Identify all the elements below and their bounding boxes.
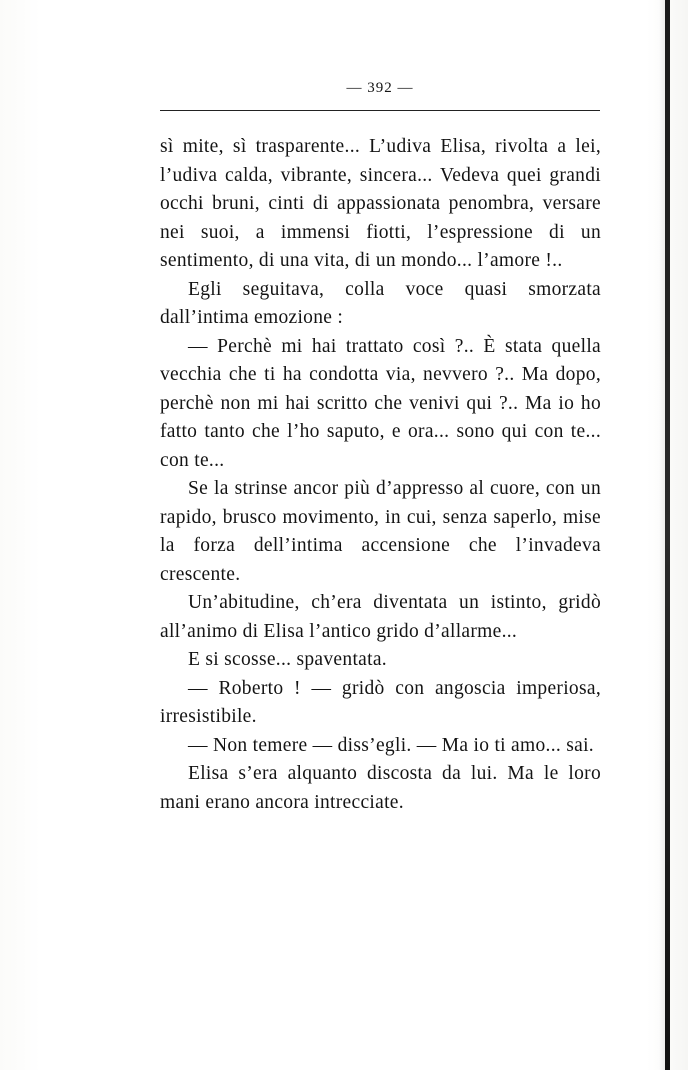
page-number: — 392 —: [346, 80, 414, 96]
paragraph: sì mite, sì trasparente... L’udiva Elisa, rivolta a lei, l’udiva calda, vibrante, sincera... Vedeva quei grandi occhi bruni, cinti di appassionata penombra, versare nei suoi, a immensi fiotti, l’espressione di un sentimento, di una vita, di un mondo... l’amore !..: [160, 136, 601, 271]
body-text: [160, 133, 601, 817]
header-rule: [160, 110, 600, 111]
paragraph: — Non temere — diss’egli. — Ma io ti amo... sai.: [188, 734, 594, 756]
paragraph: Un’abitudine, ch’era diventata un istinto, gridò all’animo di Elisa l’antico grido d’allarme...: [160, 592, 601, 642]
paragraph: Elisa s’era alquanto discosta da lui. Ma le loro mani erano ancora intrecciate.: [160, 763, 601, 813]
paragraph: — Perchè mi hai trattato così ?.. È stata quella vecchia che ti ha condotta via, nevvero ?.. Ma dopo, perchè non mi hai scritto che venivi qui ?.. Ma io ho fatto tanto che l’ho saputo, e ora... sono qui con te... con te...: [160, 335, 601, 471]
paragraph: Se la strinse ancor più d’appresso al cuore, con un rapido, brusco movimento, in cui, senza saperlo, mise la forza dell’intima accensione che l’invadeva crescente.: [160, 478, 601, 585]
page-edge: [665, 0, 670, 1070]
paragraph: E si scosse... spaventata.: [188, 649, 387, 670]
paragraph: — Roberto ! — gridò con angoscia imperiosa, irresistibile.: [160, 677, 601, 727]
paragraph: Egli seguitava, colla voce quasi smorzata dall’intima emozione :: [160, 278, 601, 328]
